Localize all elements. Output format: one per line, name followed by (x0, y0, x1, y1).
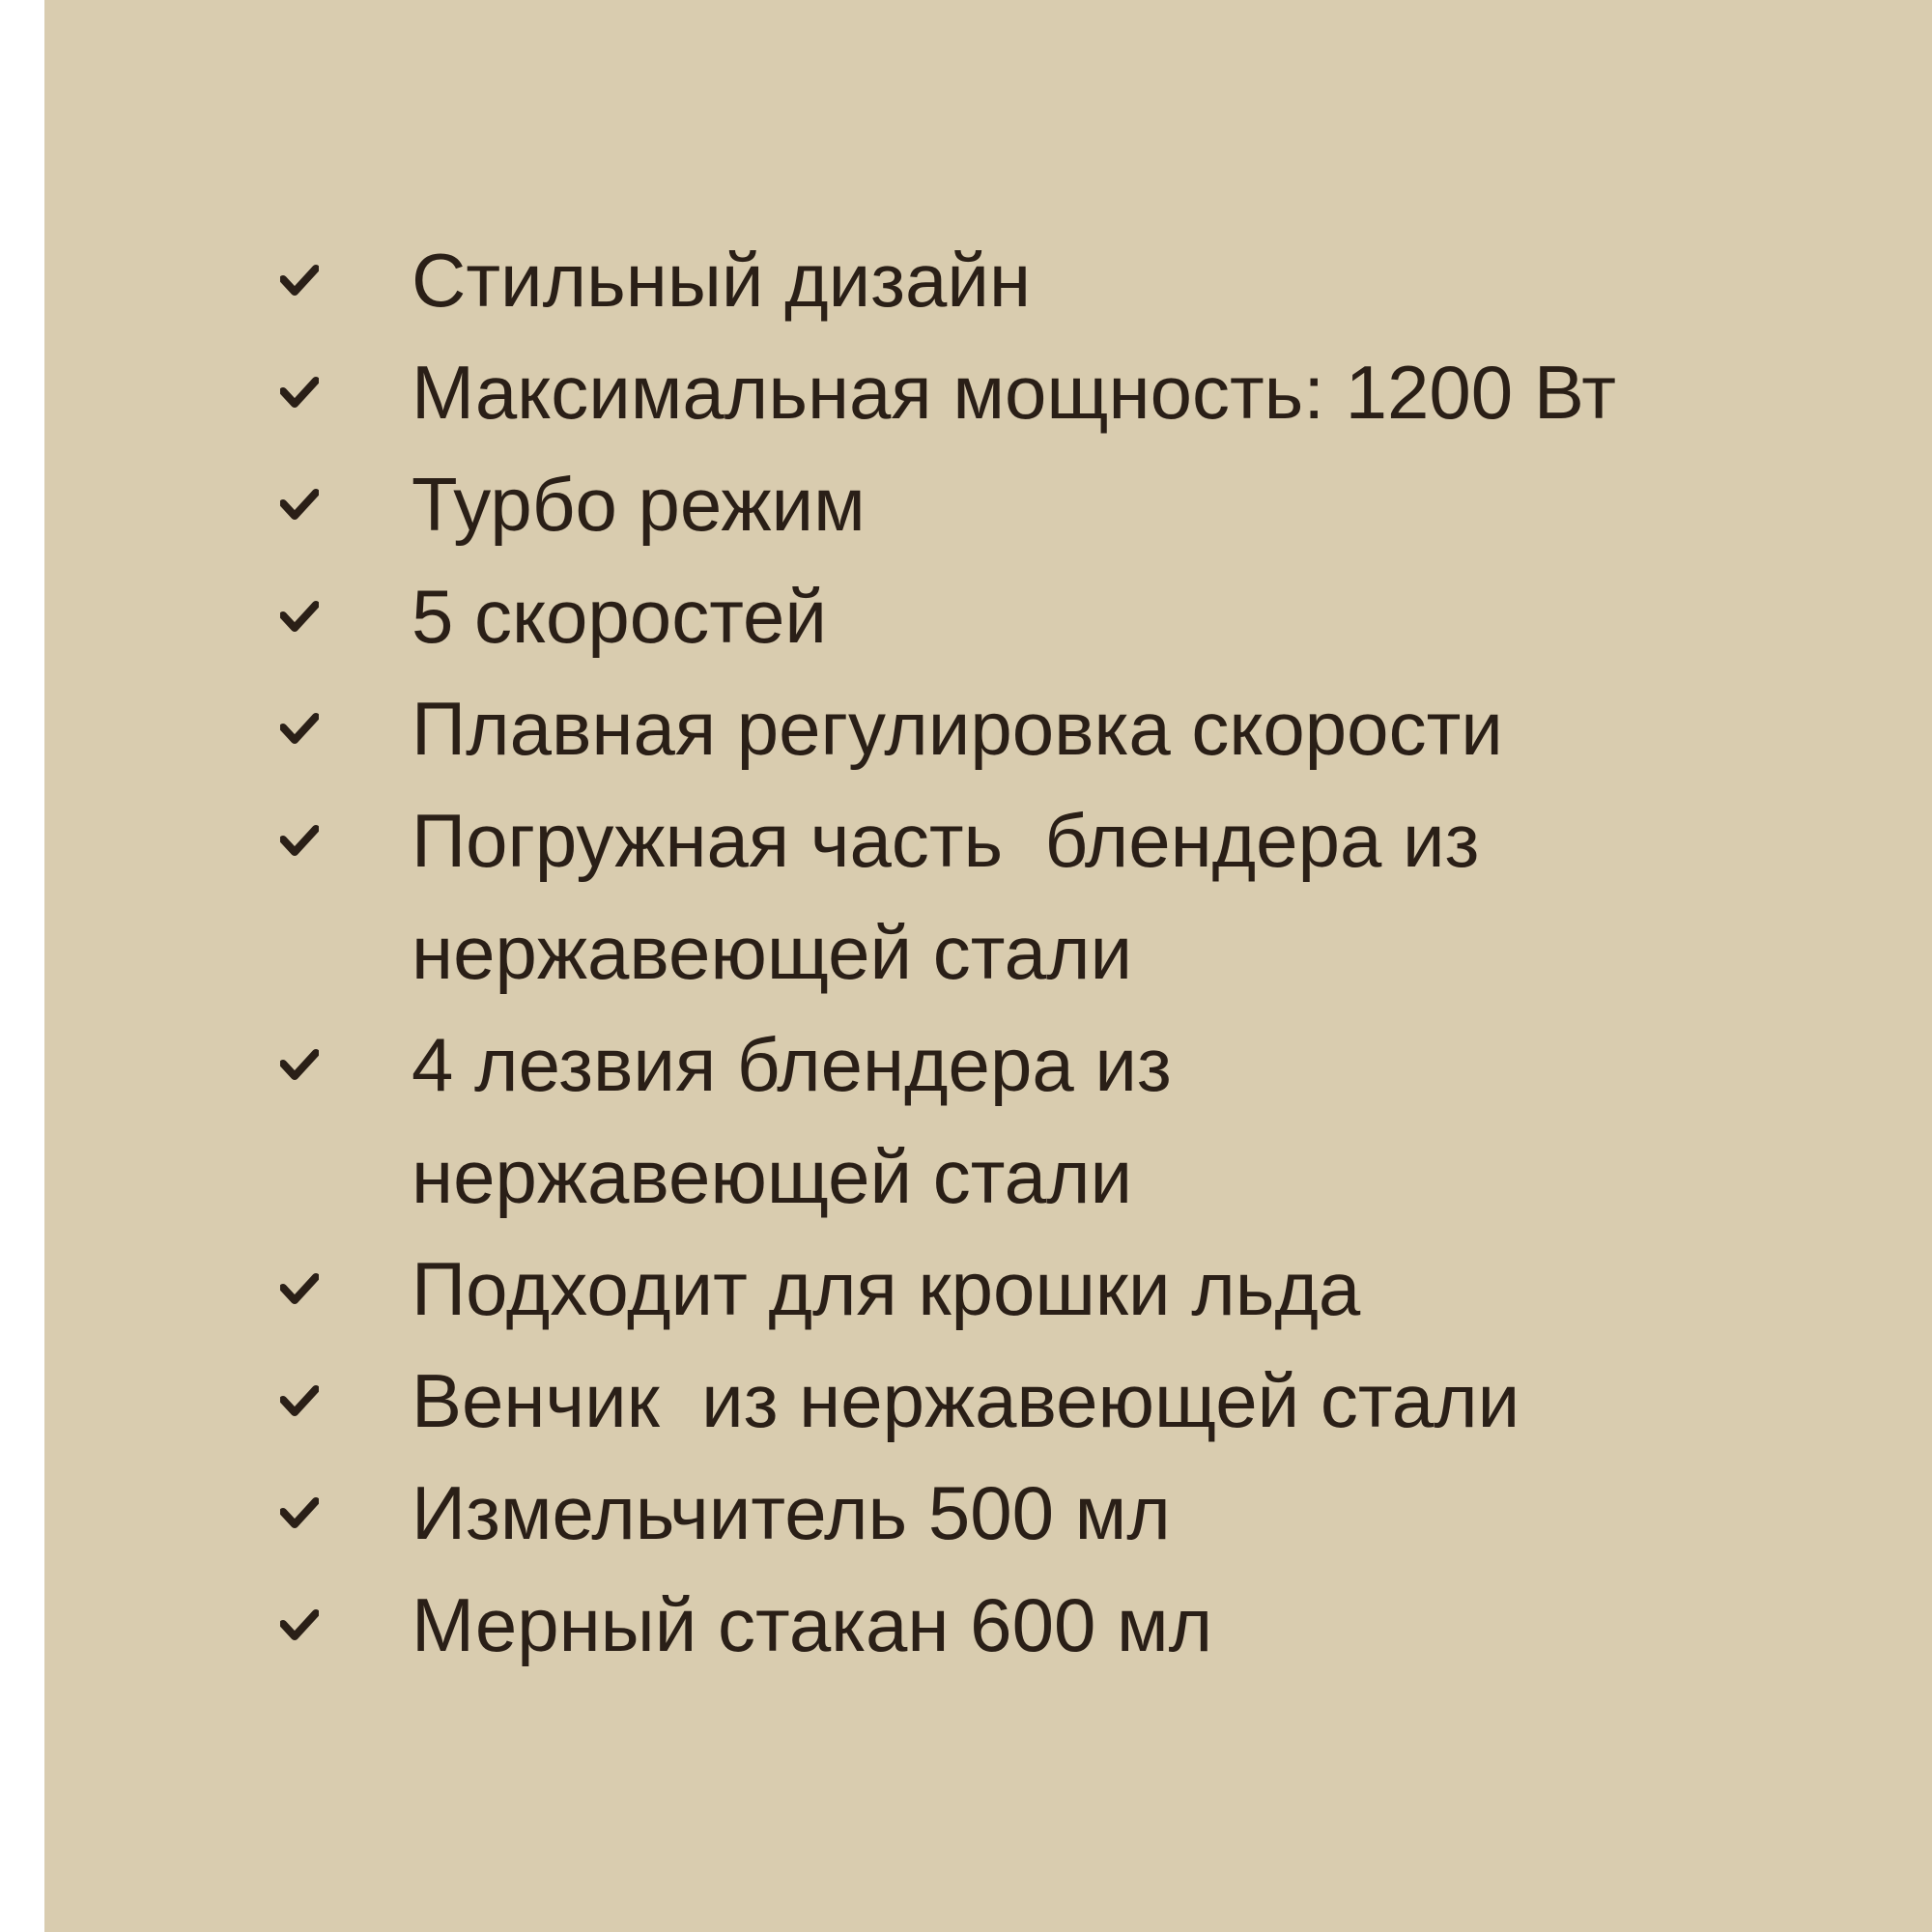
feature-item (280, 784, 1922, 1009)
feature-item (280, 672, 1922, 784)
feature-text: Погружная часть блендера из (412, 798, 1480, 883)
check-icon (280, 1497, 319, 1528)
feature-text: Венчик из нержавеющей стали (412, 1358, 1520, 1443)
feature-list (280, 224, 1922, 1681)
feature-item (280, 560, 1922, 672)
check-icon (280, 377, 319, 408)
check-icon (280, 1049, 319, 1080)
feature-item (280, 1009, 1922, 1233)
check-icon (280, 265, 319, 296)
feature-text: Мерный стакан 600 мл (412, 1582, 1213, 1667)
feature-item (280, 336, 1922, 448)
check-icon (280, 713, 319, 744)
feature-text: 4 лезвия блендера из (412, 1022, 1172, 1107)
feature-item (280, 448, 1922, 560)
feature-text: Измельчитель 500 мл (412, 1470, 1171, 1555)
feature-text: Плавная регулировка скорости (412, 686, 1503, 771)
feature-text-continued: нержавеющей стали (412, 1134, 1133, 1219)
check-icon (280, 825, 319, 856)
feature-item (280, 1345, 1922, 1457)
feature-item (280, 1569, 1922, 1681)
feature-text: 5 скоростей (412, 574, 827, 659)
feature-text: Максимальная мощность: 1200 Вт (412, 350, 1617, 435)
feature-item (280, 224, 1922, 336)
feature-text-continued: нержавеющей стали (412, 910, 1133, 995)
check-icon (280, 1609, 319, 1640)
check-icon (280, 489, 319, 520)
check-icon (280, 601, 319, 632)
feature-text: Подходит для крошки льда (412, 1246, 1361, 1331)
check-icon (280, 1273, 319, 1304)
feature-text: Стильный дизайн (412, 238, 1032, 323)
feature-text: Турбо режим (412, 462, 866, 547)
check-icon (280, 1385, 319, 1416)
feature-item (280, 1233, 1922, 1345)
feature-panel (44, 0, 1932, 1932)
feature-item (280, 1457, 1922, 1569)
